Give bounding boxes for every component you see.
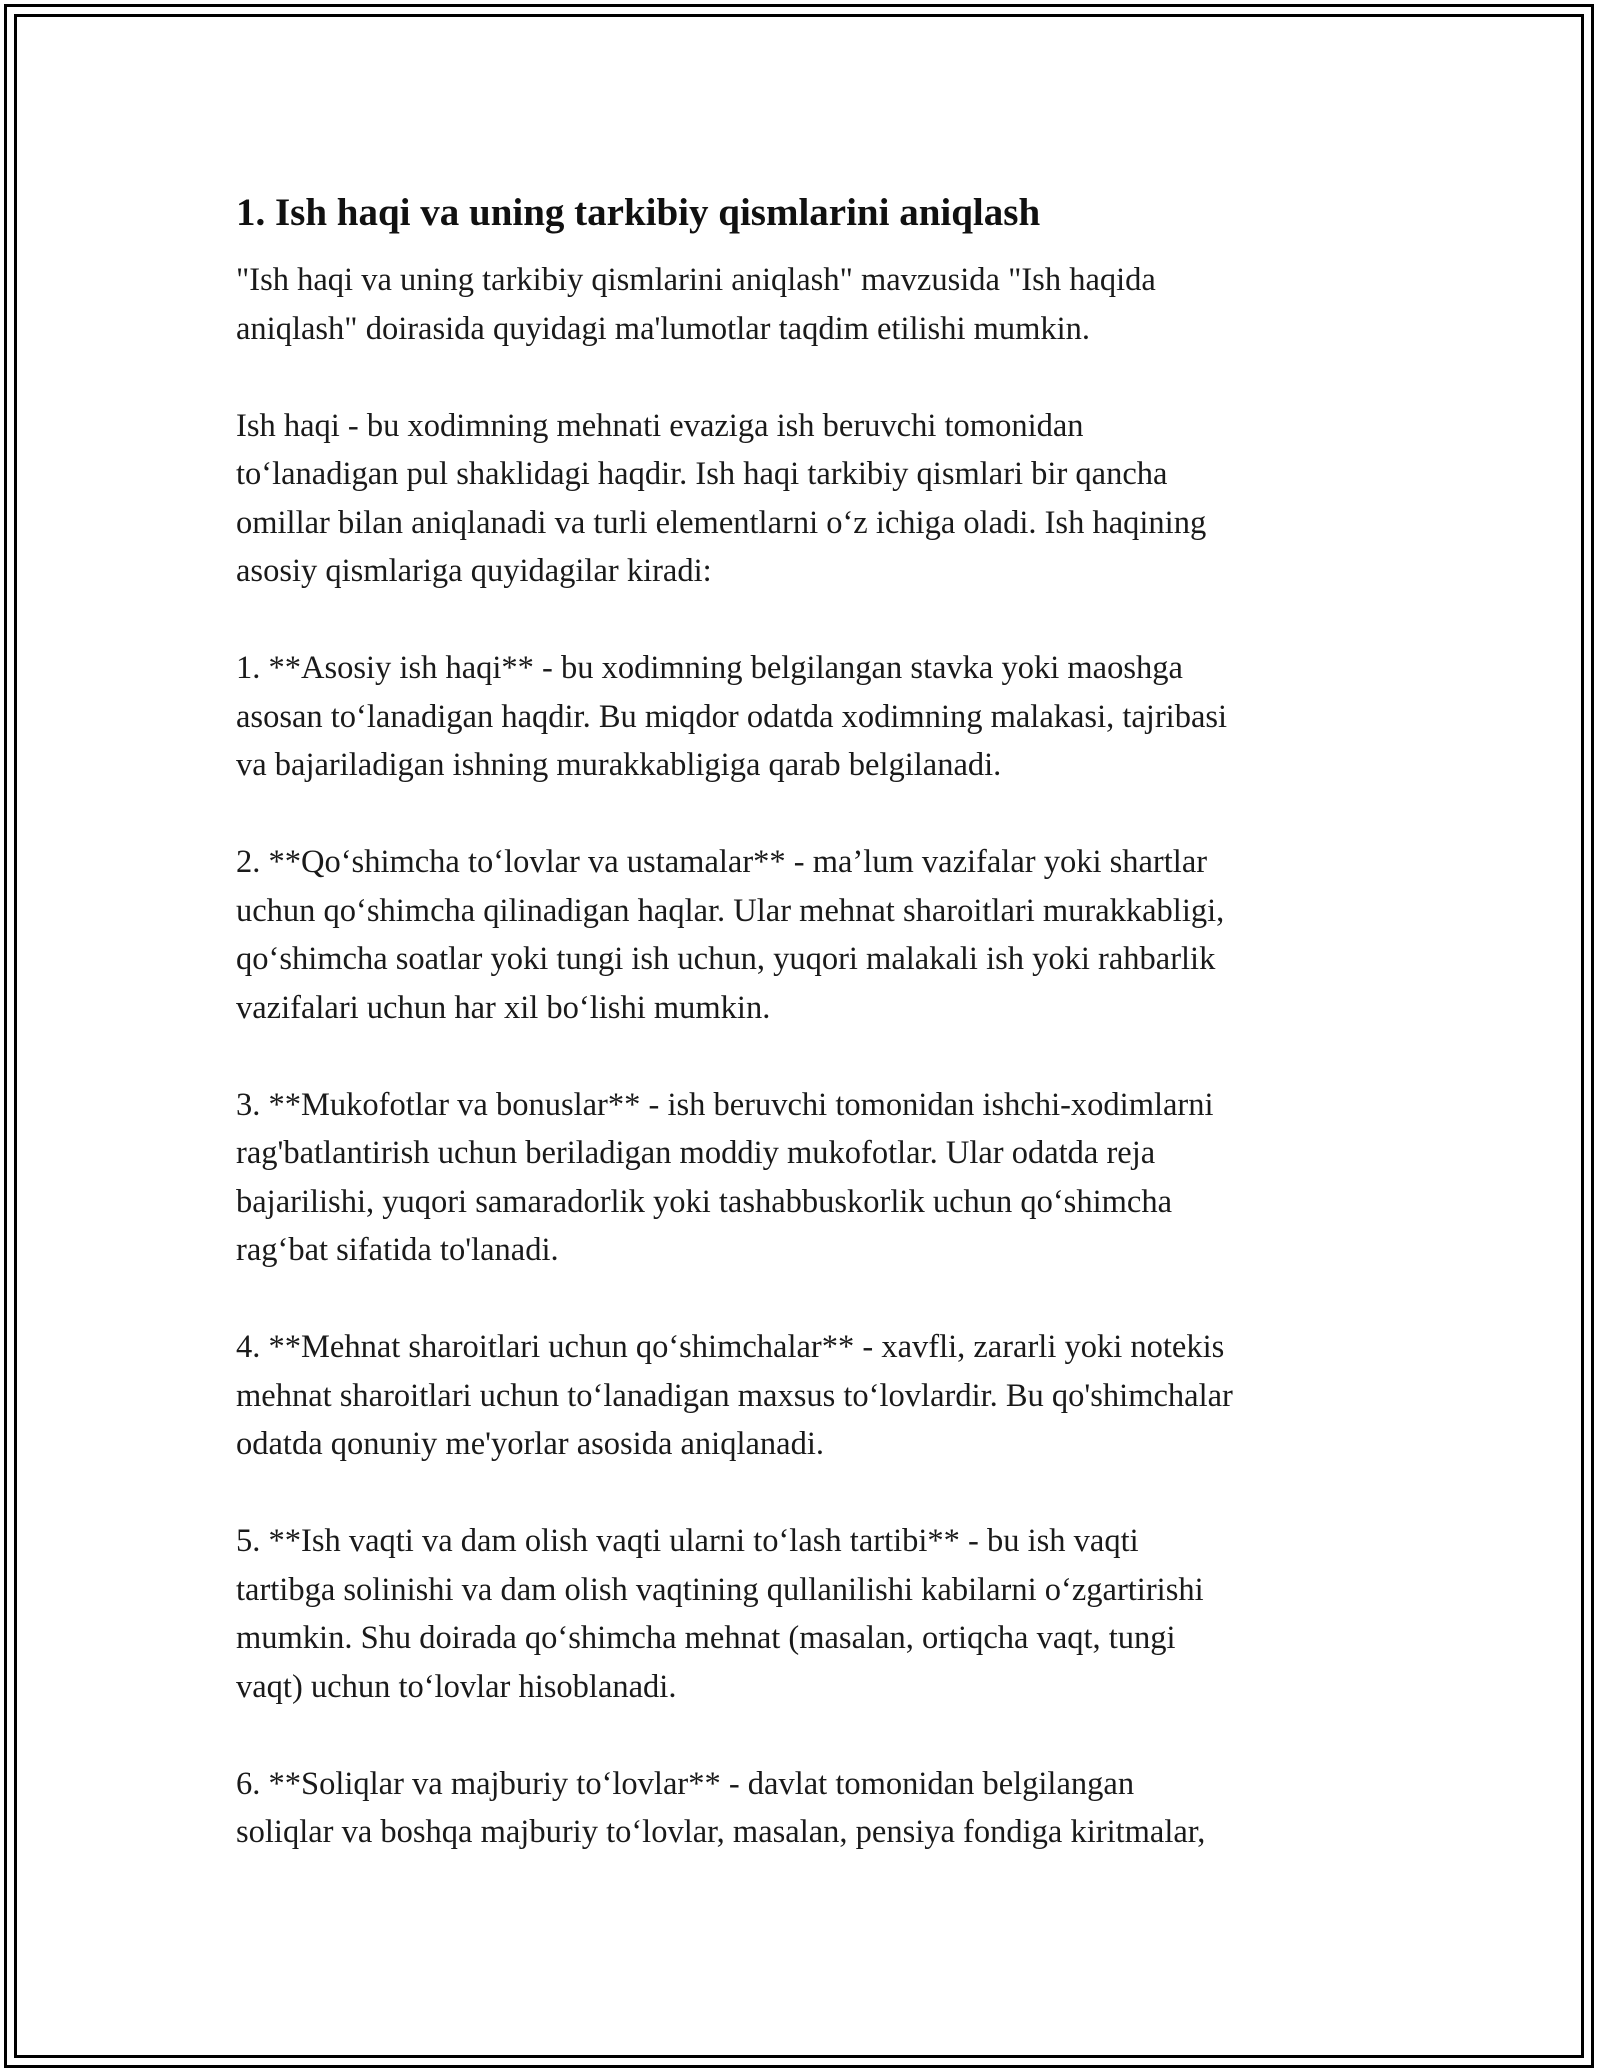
paragraph-intro: "Ish haqi va uning tarkibiy qismlarini aniqlash" mavzusida "Ish haqida aniqlash" doirasida quyidagi ma'lumotlar taqdim etilishi mumkin. — [236, 262, 1156, 347]
document-body — [236, 188, 1366, 1857]
list-item-additional-payments: 2. **Qo‘shimcha to‘lovlar va ustamalar** - ma’lum vazifalar yoki shartlar uchun qo‘shimcha qilinadigan haqlar. Ular mehnat sharoitlari murakkabligi, qo‘shimcha soatlar yoki tungi ish uchun, yuqori malakali ish yoki rahbarlik vazifalari uchun har xil bo‘lishi mumkin. — [236, 844, 1225, 1026]
paragraph-definition: Ish haqi - bu xodimning mehnati evaziga ish beruvchi tomonidan to‘lanadigan pul shaklidagi haqdir. Ish haqi tarkibiy qismlari bir qancha omillar bilan aniqlanadi va turli elementlarni o‘z ichiga oladi. Ish haqining asosiy qismlariga quyidagilar kiradi: — [236, 407, 1207, 589]
list-item-taxes: 6. **Soliqlar va majburiy to‘lovlar** - davlat tomonidan belgilangan soliqlar va boshqa majburiy to‘lovlar, masalan, pensiya fondiga kiritmalar, — [236, 1765, 1206, 1850]
list-item-base-salary: 1. **Asosiy ish haqi** - bu xodimning belgilangan stavka yoki maoshga asosan to‘lanadigan haqdir. Bu miqdor odatda xodimning malakasi, tajribasi va bajariladigan ishning murakkabligiga qarab belgilanadi. — [236, 650, 1228, 783]
list-item-bonuses: 3. **Mukofotlar va bonuslar** - ish beruvchi tomonidan ishchi-xodimlarni rag'batlantirish uchun beriladigan moddiy mukofotlar. Ular odatda reja bajarilishi, yuqori samaradorlik yoki tashabbuskorlik uchun qo‘shimcha rag‘bat sifatida to'lanadi. — [236, 1086, 1214, 1268]
list-item-working-conditions: 4. **Mehnat sharoitlari uchun qo‘shimchalar** - xavfli, zararli yoki notekis mehnat sharoitlari uchun to‘lanadigan maxsus to‘lovlardir. Bu qo'shimchalar odatda qonuniy me'yorlar asosida aniqlanadi. — [236, 1329, 1233, 1462]
list-item-working-time: 5. **Ish vaqti va dam olish vaqti ularni to‘lash tartibi** - bu ish vaqti tartibga solinishi va dam olish vaqtining qullanilishi kabilarni o‘zgartirishi mumkin. Shu doirada qo‘shimcha mehnat (masalan, ortiqcha vaqt, tungi vaqt) uchun to‘lovlar hisoblanadi. — [236, 1523, 1204, 1705]
document-title: 1. Ish haqi va uning tarkibiy qismlarini aniqlash — [236, 191, 1041, 234]
